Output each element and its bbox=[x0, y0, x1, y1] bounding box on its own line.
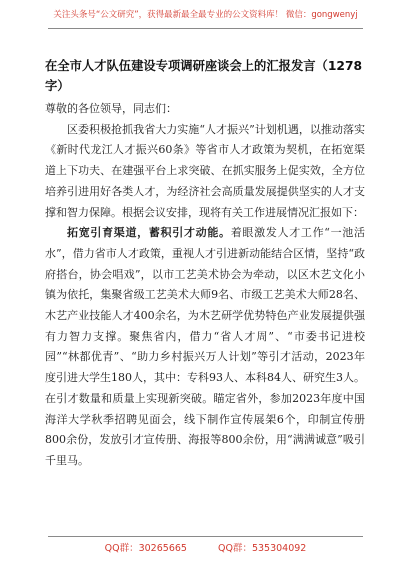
intro-paragraph: 区委积极抢抓我省大力实施“人才振兴”计划机遇，以推动落实《新时代龙江人才振兴60条》等省市人才政策为契机，在拓宽渠道上下功夫、在建强平台上求突破、在抓实服务上促实效，全方位培养引进用好各类人才，为经济社会高质量发展提供坚实的人才支撑和智力保障。根据会议安排，现将有关工作进展情况汇报如下： bbox=[45, 122, 365, 219]
salutation: 尊敬的各位领导，同志们： bbox=[45, 102, 177, 115]
header-text: 关注头条号“公文研究”，获得最新最全最专业的公文资料库！ 微信：gongwenyj bbox=[53, 10, 358, 20]
document-body bbox=[45, 56, 365, 472]
page-header bbox=[48, 6, 363, 29]
footer-qq-group-2: QQ群：535304092 bbox=[217, 543, 307, 554]
section-1-heading: 拓宽引育渠道，蓄积引才动能。 bbox=[67, 226, 231, 240]
section-1-body: 着眼激发人才工作“一池活水”，借力省市人才政策，重视人才引进新动能结合区情，坚持“政府搭台，协会唱戏”，以市工艺美术协会为牵动，以区木艺文化小镇为依托，集聚省级工艺美术大师9名、市级工艺美术大师28名、木艺产业技能人才400余名，为木艺研学优势特色产业发展提供强有力智力支撑。聚焦省内，借力“省人才周”、“市委书记进校园”“林都优青”、“助力乡村振兴万人计划”等引才活动，2023年度引进大学生180人，其中：专科93人、本科84人、研究生3人。在引才数量和质量上实现新突破。瞄定省外，参加2023年度中国海洋大学秋季招聘见面会，线下制作宣传展架6个，印制宣传册800余份，发放引才宣传册、海报等800余份，用“满满诚意”吸引千里马。 bbox=[45, 226, 366, 467]
footer-qq-group-1: QQ群：30265665 bbox=[104, 543, 187, 554]
page-footer bbox=[48, 536, 363, 554]
section-1-paragraph bbox=[45, 223, 365, 471]
document-title: 在全市人才队伍建设专项调研座谈会上的汇报发言（1278字） bbox=[45, 59, 363, 93]
